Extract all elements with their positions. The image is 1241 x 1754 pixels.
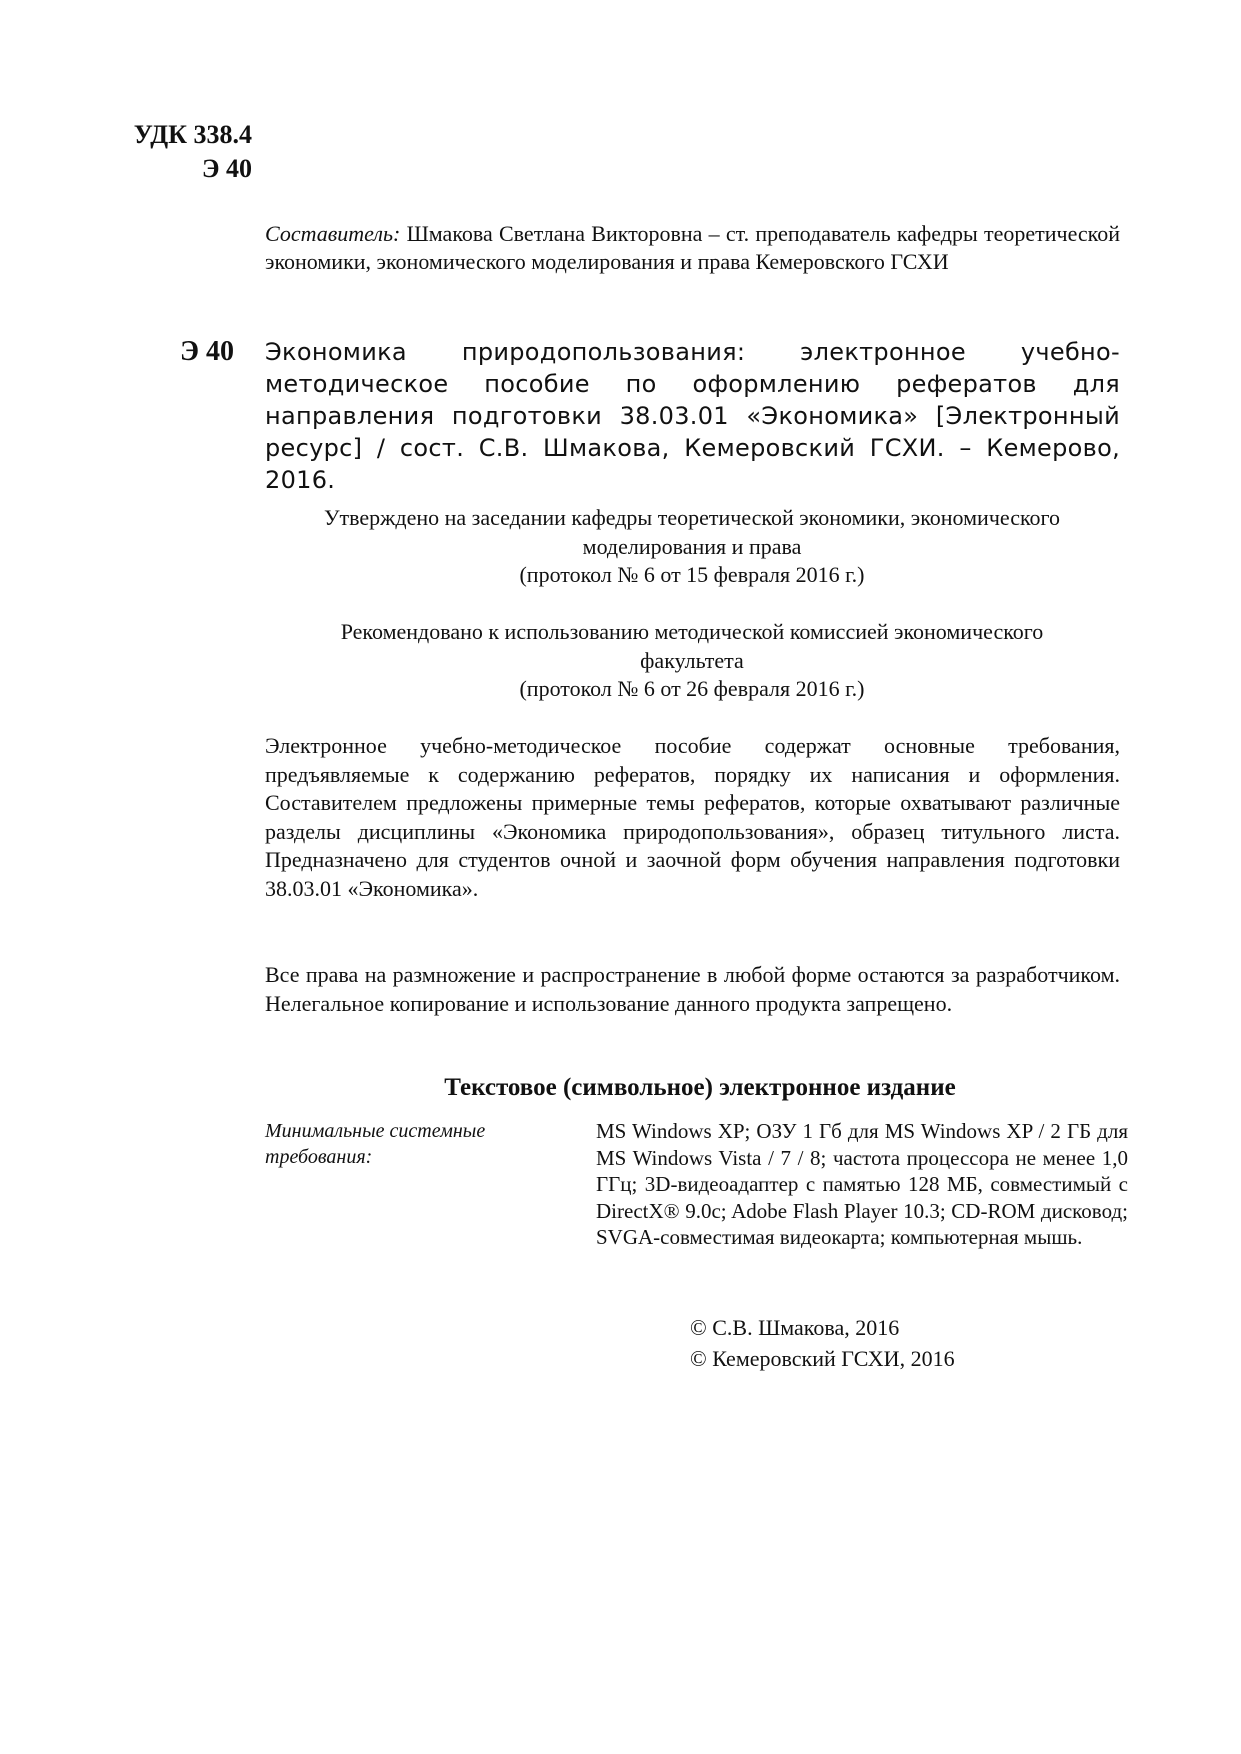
approval-block — [262, 504, 1122, 590]
udk-code: УДК 338.4 — [133, 120, 252, 149]
system-requirements-label: Минимальные системные требования: — [265, 1120, 486, 1168]
approval-line-1: Утверждено на заседании кафедры теоретической экономики, экономического — [323, 505, 1061, 530]
compiler-role: Составитель: — [265, 221, 401, 246]
approval-line-2: моделирования и права — [582, 533, 802, 559]
compiler-paragraph — [265, 220, 1120, 276]
copyright-institution: © Кемеровский ГСХИ, 2016 — [690, 1346, 955, 1371]
system-requirements-text: MS Windows XP; ОЗУ 1 Гб для MS Windows XP / 2 ГБ для MS Windows Vista / 7 / 8; частота процессора не менее 1,0 ГГц; 3D-видеоадаптер с памятью 128 МБ, совместимый с DirectX® 9.0c; Adobe Flash Player 10.3; CD-ROM дисковод; SVGA-совместимая видеокарта; компьютерная мышь. — [596, 1119, 1128, 1249]
copyright-block — [690, 1312, 955, 1374]
author-mark: Э 40 — [201, 154, 252, 183]
compiler-text: Шмакова Светлана Викторовна – ст. преподаватель кафедры теоретической экономики, экономического моделирования и права Кемеровского ГСХИ — [265, 221, 1120, 274]
recommendation-block — [262, 618, 1122, 704]
biblio-text: Экономика природопользования: электронное учебно-методическое пособие по оформлению рефератов для направления подготовки 38.03.01 «Экономика» [Электронный ресурс] / сост. С.В. Шмакова, Кемеровский ГСХИ. – Кемерово, 2016. — [265, 338, 1120, 494]
biblio-mark: Э 40 — [180, 336, 234, 367]
udk-block — [118, 118, 252, 186]
recommendation-line-1: Рекомендовано к использованию методической комиссией экономического — [340, 619, 1044, 644]
annotation-paragraph: Электронное учебно-методическое пособие содержат основные требования, предъявляемые к содержанию рефератов, порядку их написания и оформления. Составителем предложены примерные темы рефератов, которые охватывают различные разделы дисциплины «Экономика природопользования», образец титульного листа. Предназначено для студентов очной и заочной форм обучения направления подготовки 38.03.01 «Экономика». — [265, 733, 1120, 901]
recommendation-line-3: (протокол № 6 от 26 февраля 2016 г.) — [519, 676, 865, 701]
bibliographic-record — [180, 336, 1120, 496]
copyright-author: © С.В. Шмакова, 2016 — [690, 1315, 900, 1340]
approval-line-3: (протокол № 6 от 15 февраля 2016 г.) — [519, 562, 865, 587]
edition-title: Текстовое (символьное) электронное издание — [444, 1074, 956, 1101]
rights-paragraph: Все права на размножение и распространение в любой форме остаются за разработчиком. Нелегальное копирование и использование данного продукта запрещено. — [265, 962, 1120, 1016]
recommendation-line-2: факультета — [640, 647, 744, 673]
